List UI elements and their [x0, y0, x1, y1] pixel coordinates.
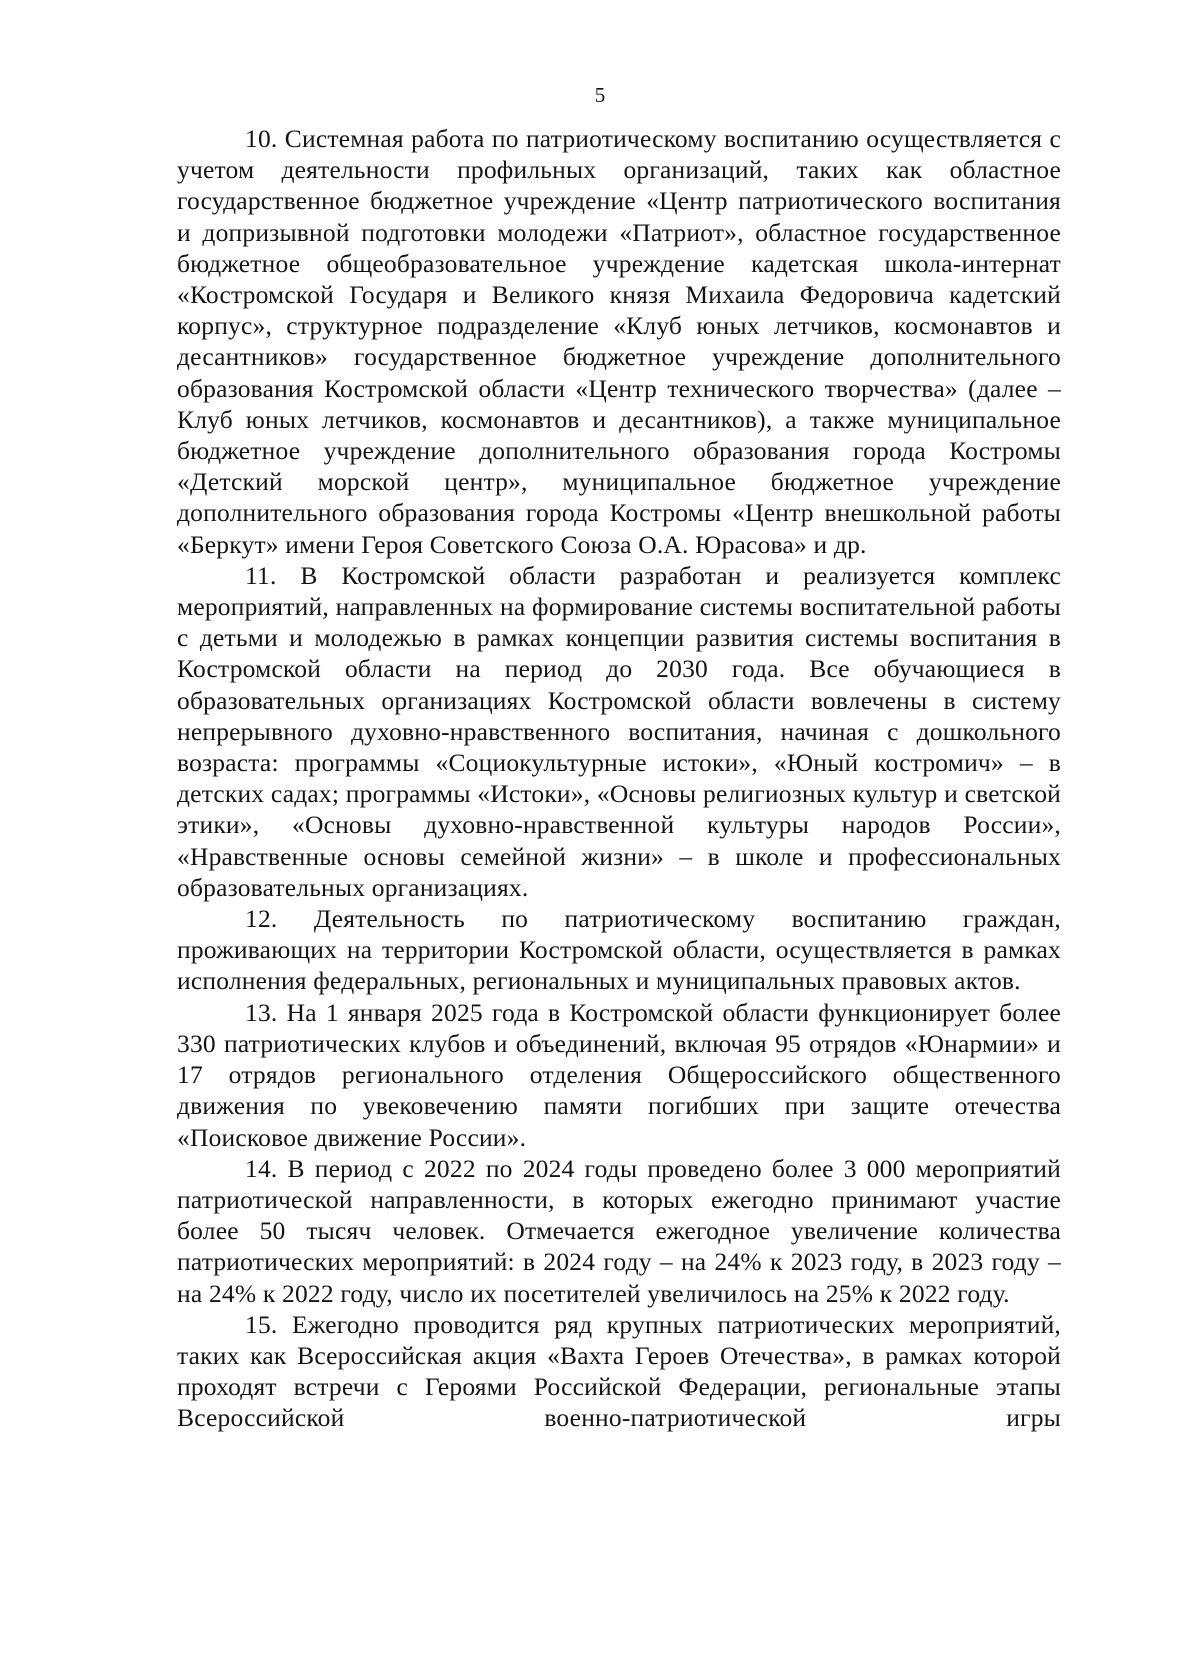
document-body [177, 123, 1061, 1434]
paragraph-11: 11. В Костромской области разработан и реализуется комплекс мероприятий, направленных на формирование системы воспитательной работы с детьми и молодежью в рамках концепции развития системы воспитания в Костромской области на период до 2030 года. Все обучающиеся в образовательных организациях Костромской области вовлечены в систему непрерывного духовно-нравственного воспитания, начиная с дошкольного возраста: программы «Социокультурные истоки», «Юный костромич» – в детских садах; программы «Истоки», «Основы религиозных культур и светской этики», «Основы духовно-нравственной культуры народов России», «Нравственные основы семейной жизни» – в школе и профессиональных образовательных организациях. [177, 560, 1061, 902]
paragraph-14: 14. В период с 2022 по 2024 годы проведено более 3 000 мероприятий патриотической направленности, в которых ежегодно принимают участие более 50 тысяч человек. Отмечается ежегодное увеличение количества патриотических мероприятий: в 2024 году – на 24% к 2023 году, в 2023 году – на 24% к 2022 году, число их посетителей увеличилось на 25% к 2022 году. [177, 1153, 1061, 1308]
paragraph-13: 13. На 1 января 2025 года в Костромской области функционирует более 330 патриотических клубов и объединений, включая 95 отрядов «Юнармии» и 17 отрядов регионального отделения Общероссийского общественного движения по увековечению памяти погибших при защите отечества «Поисковое движение России». [177, 997, 1061, 1152]
paragraph-10: 10. Системная работа по патриотическому воспитанию осуществляется с учетом деятельности профильных организаций, таких как областное государственное бюджетное учреждение «Центр патриотического воспитания и допризывной подготовки молодежи «Патриот», областное государственное бюджетное общеобразовательное учреждение кадетская школа-интернат «Костромской Государя и Великого князя Михаила Федоровича кадетский корпус», структурное подразделение «Клуб юных летчиков, космонавтов и десантников» государственное бюджетное учреждение дополнительного образования Костромской области «Центр технического творчества» (далее – Клуб юных летчиков, космонавтов и десантников), а также муниципальное бюджетное учреждение дополнительного образования города Костромы «Детский морской центр», муниципальное бюджетное учреждение дополнительного образования города Костромы «Центр внешкольной работы «Беркут» имени Героя Советского Союза О.А. Юрасова» и др. [177, 124, 1061, 559]
paragraph-15: 15. Ежегодно проводится ряд крупных патриотических мероприятий, таких как Всероссийская акция «Вахта Героев Отечества», в рамках которой проходят встречи с Героями Российской Федерации, региональные этапы Всероссийской военно-патриотической игры [177, 1309, 1061, 1433]
page-number: 5 [594, 83, 606, 107]
paragraph-12: 12. Деятельность по патриотическому воспитанию граждан, проживающих на территории Костромской области, осуществляется в рамках исполнения федеральных, региональных и муниципальных правовых актов. [177, 904, 1061, 996]
